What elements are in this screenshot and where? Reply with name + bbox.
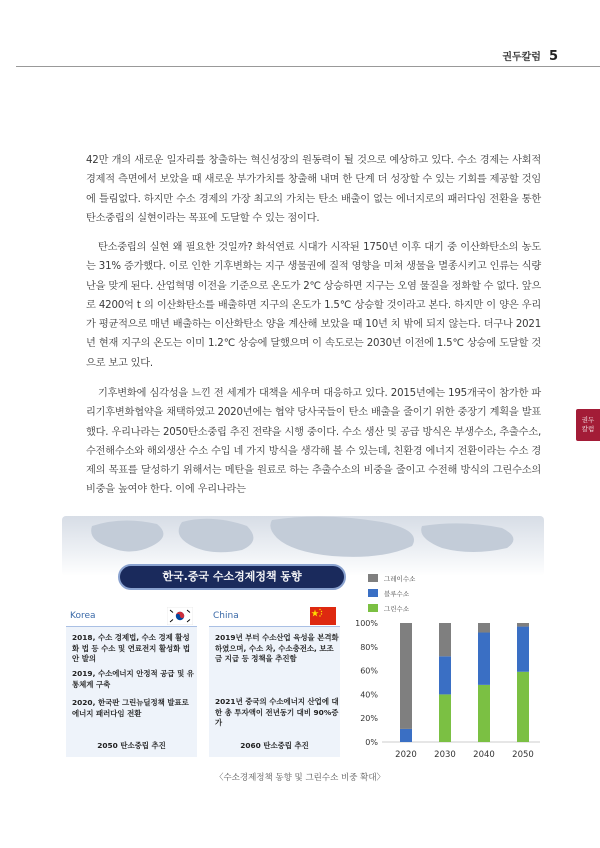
legend-swatch-1 [368,589,378,597]
china-panel [209,605,340,757]
bar-2050-2 [517,623,529,627]
y-tick-label-4: 80% [360,642,378,652]
page-header [502,48,558,64]
legend-label-1: 블루수소 [384,590,410,598]
figure-caption: 〈수소경제정책 동향 및 그린수소 비중 확대〉 [214,773,386,783]
bar-2040-0 [478,685,490,742]
policy-figure [62,516,544,763]
paragraph-3-text: 기후변화에 심각성을 느낀 전 세계가 대책을 세우며 대응하고 있다. 2015년에는 195개국이 참가한 파리기후변화협약을 채택하였고 2020년에는 협약 당사국들이 탄소 배출을 줄이기 위한 중장기 계획을 발표했다. 우리나라는 2050탄소중립 추진 전략을 시행 중이다. 수소 생산 및 공급 방식은 부생수소, 추출수소, 수전해수소와 해외생산 수소 수입 네 가지 방식을 생각해 볼 수 있는데, 친환경 에너지 전환이라는 수소 경제의 목표를 달성하기 위해서는 메탄을 원료로 하는 추출수소의 비중을 줄이고 수전해 방식의 그린수소의 비중을 높여야 한다. 이에 우리나라는 [86,388,541,496]
china-item-1: 2019년 부터 수소산업 육성을 본격화하였으며, 수소 차, 수소충전소, 보조금 지급 등 정책을 추진함 [215,633,339,663]
china-item-2: 2021년 중국의 수소에너지 산업에 대한 총 투자액이 전년동기 대비 90%증가 [215,697,339,727]
bar-2020-2 [400,623,412,729]
legend-label-2: 그린수소 [384,605,410,613]
side-tab-line2: 칼럼 [581,425,595,433]
y-tick-label-5: 100% [355,619,378,628]
bar-2040-1 [478,633,490,685]
bar-2040-2 [478,623,490,633]
header-divider [16,66,600,67]
paragraph-1 [86,151,541,228]
legend-swatch-0 [368,574,378,582]
korea-item-3: 2020, 한국판 그린뉴딜정책 발표로 에너지 패러다임 전환 [72,698,189,718]
china-flag-icon [310,607,336,625]
korea-label: Korea [70,611,96,621]
bar-2030-0 [439,694,451,742]
y-tick-label-3: 60% [360,666,378,676]
paragraph-3 [86,384,541,500]
china-footer: 2060 탄소중립 추진 [240,741,309,750]
side-tab-line1: 권두 [581,416,595,424]
paragraph-2 [86,238,541,373]
bar-2020-1 [400,729,412,742]
bar-2030-2 [439,623,451,656]
korea-footer: 2050 탄소중립 추진 [97,741,166,750]
korea-flag-icon [167,607,193,625]
x-tick-label-2040: 2040 [473,750,495,760]
legend-label-0: 그레이수소 [384,575,416,583]
bar-2030-1 [439,656,451,694]
hydrogen-share-chart [344,566,544,766]
korea-panel [66,605,197,757]
paragraph-1-text: 42만 개의 새로운 일자리를 창출하는 혁신성장의 원동력이 될 것으로 예상하고 있다. 수소 경제는 사회적 경제적 측면에서 보았을 때 새로운 부가가치를 창출해 내며 한 단계 더 성장할 수 있는 기회를 제공할 것임에 틀림없다. 하지만 수소 경제의 가장 최고의 가치는 탄소 배출이 없는 에너지로의 패러다임 전환을 통한 탄소중립의 실현이라는 목표에 도달할 수 있는 점이다. [86,155,541,224]
page-number: 5 [548,49,558,64]
y-tick-label-2: 40% [360,690,378,700]
korea-item-2: 2019, 수소에너지 안정적 공급 및 유통체계 구축 [72,669,194,689]
x-tick-label-2020: 2020 [395,750,417,760]
korea-panel-header [66,605,197,627]
bar-2050-0 [517,672,529,742]
china-panel-header [209,605,340,627]
legend-swatch-2 [368,604,378,612]
section-side-tab [576,409,600,441]
figure-title: 한국.중국 수소경제정책 동향 [118,564,346,590]
y-tick-label-1: 20% [360,714,378,724]
bar-2050-1 [517,627,529,672]
section-title: 권두칼럼 [502,52,541,63]
paragraph-2-text: 탄소중립의 실현 왜 필요한 것일까? 화석연료 시대가 시작된 1750년 이후 대기 중 이산화탄소의 농도는 31% 증가했다. 이로 인한 기후변화는 지구 생물권에 질적 영향을 미쳐 생물을 멸종시키고 인류는 식량난을 맞게 된다. 산업혁명 이전을 기준으로 온도가 2℃ 상승하면 지구는 오염 물질을 정화할 수 없다. 앞으로 4200억 t 의 이산화탄소를 배출하면 지구의 온도가 1.5℃ 상승할 것이라고 본다. 하지만 이 양은 우리가 평균적으로 매년 배출하는 이산화탄소 양을 계산해 보았을 때 10년 치 밖에 되지 않는다. 더구나 2021년 현재 지구의 온도는 이미 1.2℃ 상승에 달했으며 이 속도로는 2030년 이전에 1.5℃ 상승에 도달할 것으로 보고 있다. [86,242,541,369]
x-tick-label-2030: 2030 [434,750,456,760]
y-tick-label-0: 0% [365,738,378,747]
x-tick-label-2050: 2050 [512,750,534,760]
korea-item-1: 2018, 수소 경제법, 수소 경제 활성화 법 등 수소 및 연료전지 활성화 법안 발의 [72,633,190,663]
china-label: China [213,611,239,621]
